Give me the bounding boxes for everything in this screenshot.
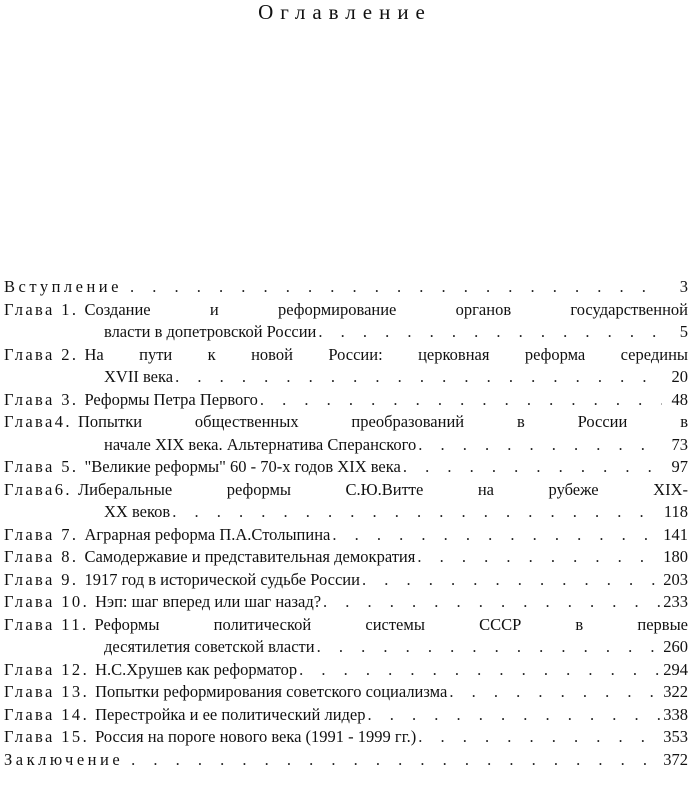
toc-entry[interactable] xyxy=(4,749,688,772)
toc-page-number: 294 xyxy=(663,659,688,679)
toc-entry-label: Глава 7. xyxy=(4,524,79,544)
toc-entry-label: Глава6. xyxy=(4,479,72,499)
toc-entry-title: Аграрная реформа П.А.Столыпина xyxy=(84,524,331,544)
dot-leader xyxy=(299,659,661,682)
toc-title: Оглавление xyxy=(258,0,432,24)
toc-entry-title: XVII века xyxy=(104,367,174,386)
dot-leader xyxy=(318,321,662,344)
dot-leader xyxy=(130,276,662,299)
dot-leader xyxy=(323,591,661,614)
toc-entry-label: Глава 5. xyxy=(4,457,79,476)
toc-entry[interactable] xyxy=(4,591,688,614)
toc-entry-title: Нэп: шаг вперед или шаг назад? xyxy=(95,592,322,611)
dot-leader xyxy=(131,749,661,772)
toc-entry-label: Глава 9. xyxy=(4,569,79,589)
toc-entry-label: Вступление xyxy=(4,277,122,296)
toc-entry-title: XX веков xyxy=(104,502,171,521)
toc-entry-title: На пути к новой России: церковная реформа середины xyxy=(84,344,688,364)
toc-page-number: 73 xyxy=(671,434,688,454)
toc-entry-label: Глава 13. xyxy=(4,682,90,701)
toc-entry-title: десятилетия советской власти xyxy=(104,637,315,656)
toc-entry-title: Перестройка и ее политический лидер xyxy=(95,704,366,724)
toc-entry[interactable] xyxy=(4,704,688,727)
toc-entry-label: Глава 1. xyxy=(4,299,79,319)
toc-entry[interactable] xyxy=(4,546,688,569)
dot-leader xyxy=(403,456,662,479)
toc-page-number: 20 xyxy=(671,367,688,386)
toc-entry-title: Реформы политической системы СССР в первые xyxy=(94,614,688,634)
toc-entry[interactable] xyxy=(4,299,688,344)
toc-entry-title: Россия на пороге нового века (1991 - 1999 гг.) xyxy=(95,727,417,746)
toc-entry-title: власти в допетровской России xyxy=(104,322,317,341)
toc-entry-title: Самодержавие и представительная демократия xyxy=(84,547,416,566)
dot-leader xyxy=(368,704,662,727)
toc-entry[interactable] xyxy=(4,659,688,682)
toc-entry[interactable] xyxy=(4,411,688,456)
toc-page-number: 3 xyxy=(679,277,688,296)
toc-entry[interactable] xyxy=(4,479,688,524)
dot-leader xyxy=(317,636,662,659)
toc-entry-label: Глава 14. xyxy=(4,704,90,724)
dot-leader xyxy=(449,681,661,704)
toc-page-number: 260 xyxy=(663,637,688,656)
toc-entry-label: Глава 12. xyxy=(4,659,90,679)
toc-page-number: 203 xyxy=(663,569,688,589)
toc-entry-title: Реформы Петра Первого xyxy=(84,389,258,409)
toc-entry[interactable] xyxy=(4,389,688,412)
toc-entry-label: Глава4. xyxy=(4,412,72,431)
toc-page-number: 118 xyxy=(663,502,688,521)
toc-entry[interactable] xyxy=(4,569,688,592)
toc-page-number: 5 xyxy=(679,322,688,341)
toc-entry-title: Попытки общественных преобразований в России в xyxy=(77,412,688,431)
toc-entry-label: Заключение xyxy=(4,749,124,769)
dot-leader xyxy=(417,546,661,569)
dot-leader xyxy=(175,366,662,389)
toc-entry[interactable] xyxy=(4,344,688,389)
dot-leader xyxy=(172,501,662,524)
dot-leader xyxy=(362,569,661,592)
toc-entry-title: "Великие реформы" 60 - 70-х годов XIX века xyxy=(84,457,401,476)
toc-entry-label: Глава 3. xyxy=(4,389,79,409)
dot-leader xyxy=(332,524,661,547)
dot-leader xyxy=(260,389,662,412)
toc-entry[interactable] xyxy=(4,276,688,299)
toc-entry-title: Попытки реформирования советского социализма xyxy=(95,682,448,701)
toc-page-number: 353 xyxy=(663,727,688,746)
toc-page-number: 233 xyxy=(663,592,688,611)
table-of-contents xyxy=(4,276,688,771)
toc-entry[interactable] xyxy=(4,681,688,704)
dot-leader xyxy=(418,726,661,749)
toc-entry-title: начале XIX века. Альтернатива Сперанского xyxy=(104,434,417,454)
toc-entry-label: Глава 15. xyxy=(4,727,90,746)
toc-page-number: 48 xyxy=(671,389,688,409)
dot-leader xyxy=(418,434,662,457)
toc-page-number: 338 xyxy=(663,704,688,724)
toc-page-number: 141 xyxy=(663,524,688,544)
toc-entry[interactable] xyxy=(4,614,688,659)
toc-entry-title: 1917 год в исторической судьбе России xyxy=(84,569,360,589)
toc-page-number: 372 xyxy=(663,749,688,769)
toc-entry[interactable] xyxy=(4,726,688,749)
toc-page-number: 97 xyxy=(671,457,688,476)
toc-entry-label: Глава 11. xyxy=(4,614,89,634)
toc-entry[interactable] xyxy=(4,524,688,547)
toc-entry[interactable] xyxy=(4,456,688,479)
toc-page-number: 322 xyxy=(663,682,688,701)
toc-entry-label: Глава 8. xyxy=(4,547,79,566)
toc-entry-label: Глава 10. xyxy=(4,592,90,611)
toc-entry-label: Глава 2. xyxy=(4,344,79,364)
toc-page-number: 180 xyxy=(663,547,688,566)
toc-entry-title: Н.С.Хрушев как реформатор xyxy=(95,659,298,679)
toc-entry-title: Либеральные реформы С.Ю.Витте на рубеже XIX- xyxy=(77,479,688,499)
toc-entry-title: Создание и реформирование органов государственной xyxy=(84,299,688,319)
